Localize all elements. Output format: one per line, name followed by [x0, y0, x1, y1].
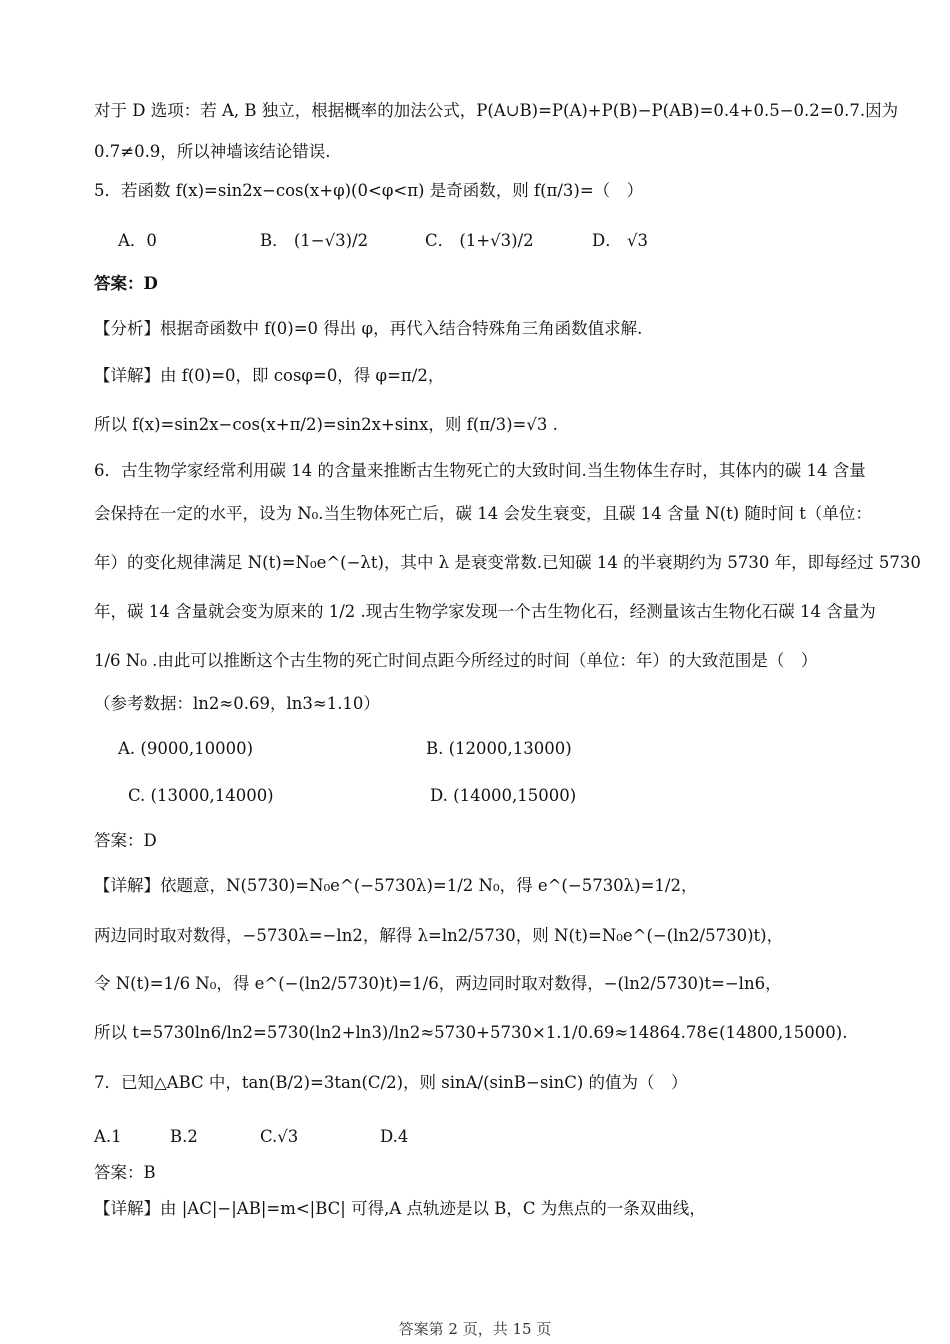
answer-5: 答案：D	[94, 274, 158, 293]
q5-option-b: B． (1−√3)/2	[260, 231, 369, 250]
detail-6-cont: 两边同时取对数得，−5730λ=−ln2，解得 λ=ln2/5730，则 N(t)=N₀e^(−(ln2/5730)t)，	[94, 926, 784, 945]
q6-option-b: B. (12000,13000)	[426, 739, 572, 758]
detail-6-cont: 令 N(t)=1/6 N₀，得 e^(−(ln2/5730)t)=1/6，两边同时取对数得，−(ln2/5730)t=−ln6，	[94, 974, 782, 993]
detail-7: 【详解】由 |AC|−|AB|=m<|BC| 可得,A 点轨迹是以 B，C 为焦点的一条双曲线，	[94, 1199, 706, 1218]
q5-option-c: C． (1+√3)/2	[425, 231, 534, 250]
q7-option-b: B.2	[170, 1127, 198, 1146]
question-7: 7．已知△ABC 中，tan(B/2)=3tan(C/2)，则 sinA/(sinB−sinC) 的值为（ ）	[94, 1073, 688, 1092]
text-line: 对于 D 选项：若 A, B 独立，根据概率的加法公式，P(A∪B)=P(A)+P(B)−P(AB)=0.4+0.5−0.2=0.7.因为	[94, 101, 899, 120]
detail-5-cont: 所以 f(x)=sin2x−cos(x+π/2)=sin2x+sinx，则 f(π/3)=√3 .	[94, 415, 558, 434]
q7-option-a: A.1	[94, 1127, 122, 1146]
q6-option-c: C. (13000,14000)	[128, 786, 274, 805]
answer-7: 答案：B	[94, 1163, 156, 1182]
q7-option-d: D.4	[380, 1127, 409, 1146]
detail-6-cont: 所以 t=5730ln6/ln2=5730(ln2+ln3)/ln2≈5730+5730×1.1/0.69≈14864.78∈(14800,15000).	[94, 1023, 848, 1042]
question-6-cont: 年）的变化规律满足 N(t)=N₀e^(−λt)，其中 λ 是衰变常数.已知碳 14 的半衰期约为 5730 年，即每经过 5730	[94, 553, 921, 572]
answer-6: 答案：D	[94, 831, 157, 850]
text-line: 0.7≠0.9，所以神墙该结论错误.	[94, 142, 331, 161]
q6-option-d: D. (14000,15000)	[430, 786, 577, 805]
detail-6: 【详解】依题意，N(5730)=N₀e^(−5730λ)=1/2 N₀，得 e^(−5730λ)=1/2，	[94, 876, 698, 895]
analysis-5: 【分析】根据奇函数中 f(0)=0 得出 φ，再代入结合特殊角三角函数值求解.	[94, 319, 643, 338]
question-5: 5．若函数 f(x)=sin2x−cos(x+φ)(0<φ<π) 是奇函数，则 f(π/3)=（ ）	[94, 181, 644, 200]
q7-option-c: C.√3	[260, 1127, 299, 1146]
question-6: 6．古生物学家经常利用碳 14 的含量来推断古生物死亡的大致时间.当生物体生存时，其体内的碳 14 含量	[94, 461, 866, 480]
q5-option-d: D． √3	[592, 231, 648, 250]
q5-option-a: A．0	[118, 231, 157, 250]
question-6-cont: 1/6 N₀ .由此可以推断这个古生物的死亡时间点距今所经过的时间（单位：年）的大致范围是（ ）	[94, 651, 818, 670]
page-footer: 答案第 2 页，共 15 页	[398, 1320, 552, 1338]
detail-5: 【详解】由 f(0)=0，即 cosφ=0，得 φ=π/2，	[94, 366, 445, 385]
question-6-cont: 年，碳 14 含量就会变为原来的 1/2 .现古生物学家发现一个古生物化石，经测量该古生物化石碳 14 含量为	[94, 602, 876, 621]
question-6-cont: 会保持在一定的水平，设为 N₀.当生物体死亡后，碳 14 会发生衰变，且碳 14 含量 N(t) 随时间 t（单位：	[94, 504, 872, 523]
q6-option-a: A. (9000,10000)	[118, 739, 254, 758]
reference-data: （参考数据：ln2≈0.69，ln3≈1.10）	[94, 694, 380, 713]
